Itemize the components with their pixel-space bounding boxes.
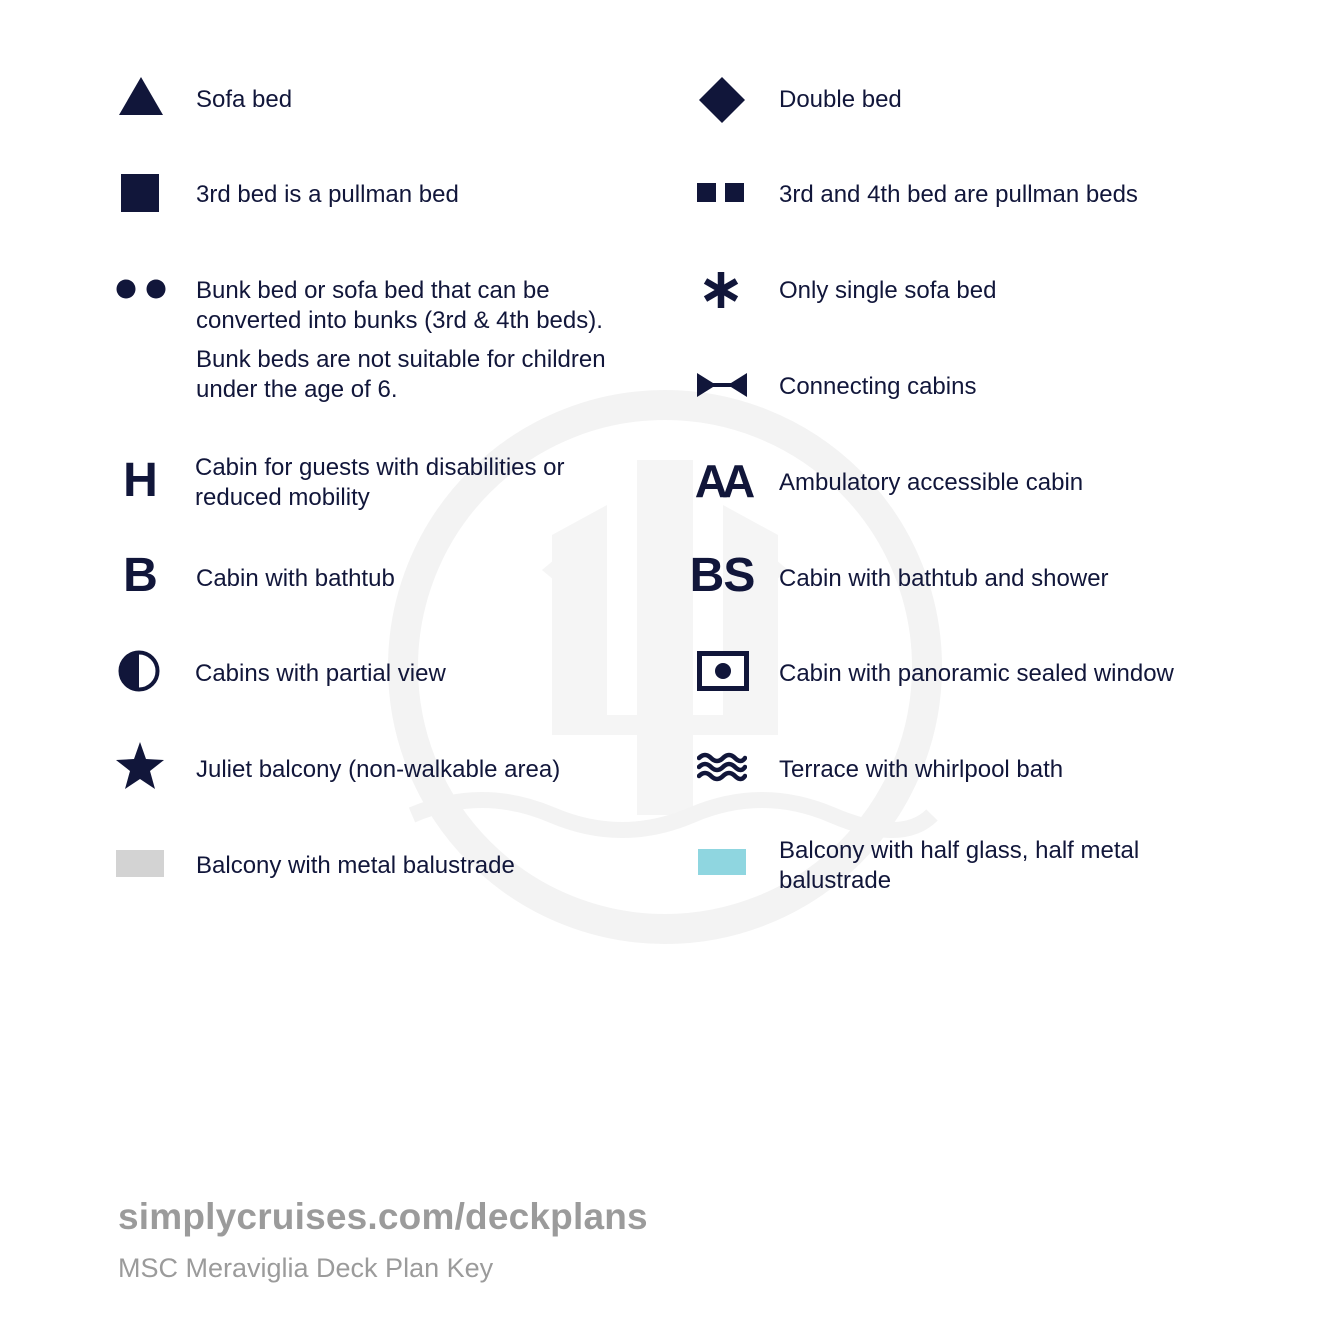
legend-label: Connecting cabins [779, 373, 977, 400]
legend-label: Cabin with panoramic sealed window [779, 660, 1174, 687]
sealed-window-icon [696, 650, 750, 692]
legend-label: Juliet balcony (non-walkable area) [196, 756, 561, 783]
letter-h-icon: H [123, 454, 157, 507]
site-url: simplycruises.com/deckplans [118, 1196, 648, 1237]
triangle-icon [118, 76, 164, 116]
square-icon [120, 173, 160, 213]
legend-label: Only single sofa bed [779, 277, 997, 304]
legend-label: 3rd bed is a pullman bed [196, 181, 459, 208]
legend-label: Double bed [779, 86, 902, 113]
legend-label: Ambulatory accessible cabin [779, 469, 1084, 496]
legend-label: Cabins with partial view [195, 660, 446, 687]
half-circle-icon [117, 649, 161, 693]
asterisk-icon [701, 270, 741, 310]
legend-label: Cabin for guests with disabilities or reduced mobility [195, 454, 565, 511]
legend-label: Bunk bed or sofa bed that can be converted into bunks (3rd & 4th beds). [196, 277, 603, 334]
two-squares-icon [696, 182, 744, 202]
letters-bs-icon: BS [689, 549, 755, 602]
two-dots-icon [115, 278, 167, 300]
legend-label: Balcony with half glass, half metal balustrade [779, 837, 1140, 894]
legend-note: Bunk beds are not suitable for children under the age of 6. [196, 346, 606, 403]
legend-label: Cabin with bathtub [196, 565, 395, 592]
grey-swatch-icon [116, 850, 164, 877]
letters-aa-icon: AA [694, 455, 750, 507]
waves-icon [696, 750, 748, 784]
letter-b-icon: B [123, 549, 157, 602]
legend-label: 3rd and 4th bed are pullman beds [779, 181, 1138, 208]
page-subtitle: MSC Meraviglia Deck Plan Key [118, 1253, 494, 1283]
diamond-icon [698, 76, 746, 124]
cyan-swatch-icon [698, 849, 746, 875]
legend-label: Cabin with bathtub and shower [779, 565, 1109, 592]
legend-label: Terrace with whirlpool bath [779, 756, 1064, 783]
legend-label: Sofa bed [196, 86, 293, 113]
connecting-arrows-icon [696, 372, 748, 398]
legend-label: Balcony with metal balustrade [196, 852, 515, 879]
star-icon [114, 741, 166, 791]
